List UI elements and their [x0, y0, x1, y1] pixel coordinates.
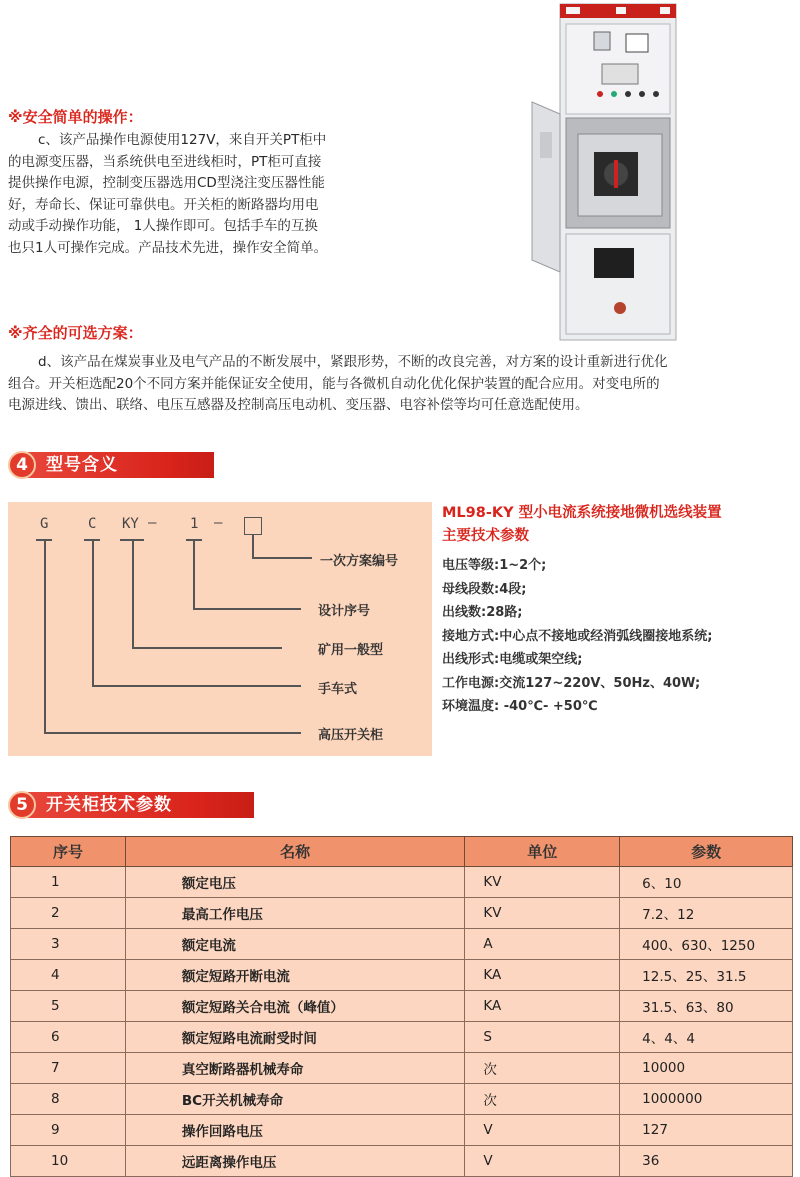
table-row: [11, 960, 793, 991]
scheme-box: [244, 517, 262, 535]
label-scheme-number: 一次方案编号: [320, 554, 399, 569]
paragraph-line: 组合。开关柜选配20个不同方案并能保证安全使用，能与各微机自动化优化保护装置的配合应用。对变电所的: [8, 375, 660, 392]
column-header: 名称: [125, 837, 465, 867]
table-cell: KA: [465, 960, 620, 991]
model-code-g: G: [40, 516, 49, 532]
table-cell: 36: [620, 1146, 793, 1177]
table-cell: 12.5、25、31.5: [620, 960, 793, 991]
paragraph-line: c、该产品操作电源使用127V，来自开关PT柜中: [38, 132, 327, 148]
table-cell: A: [465, 929, 620, 960]
table-cell: 远距离操作电压: [125, 1146, 465, 1177]
table-row: [11, 1115, 793, 1146]
table-header-row: [11, 837, 793, 867]
switchgear-parameters-table: [10, 836, 793, 1177]
section-title: 开关柜技术参数: [26, 792, 254, 818]
table-cell: 额定短路开断电流: [125, 960, 465, 991]
label-cart-type: 手车式: [318, 682, 358, 697]
table-cell: 3: [11, 929, 126, 960]
table-cell: 7.2、12: [620, 898, 793, 929]
model-dash: —: [148, 515, 157, 531]
table-cell: 次: [465, 1053, 620, 1084]
spec-item: 母线段数:4段;: [442, 581, 527, 597]
table-cell: BC开关机械寿命: [125, 1084, 465, 1115]
table-cell: 次: [465, 1084, 620, 1115]
table-cell: 1000000: [620, 1084, 793, 1115]
paragraph-line: 动或手动操作功能， 1人操作即可。包括手车的互换: [8, 218, 318, 234]
paragraph-line: 好，寿命长、保证可靠供电。开关柜的断路器均用电: [8, 196, 319, 213]
paragraph-line: 的电源变压器，当系统供电至进线柜时，PT柜可直接: [8, 153, 322, 170]
table-cell: 额定电压: [125, 867, 465, 898]
label-mine-general: 矿用一般型: [318, 643, 384, 658]
table-row: [11, 1146, 793, 1177]
table-cell: V: [465, 1146, 620, 1177]
table-cell: 4、4、4: [620, 1022, 793, 1053]
table-cell: 2: [11, 898, 126, 929]
section-title: 型号含义: [26, 452, 214, 478]
label-design-number: 设计序号: [318, 604, 371, 619]
table-row: [11, 929, 793, 960]
spec-item: 电压等级:1~2个;: [442, 558, 547, 573]
section4-header: [8, 450, 214, 480]
table-cell: 额定短路关合电流（峰值）: [125, 991, 465, 1022]
table-cell: KV: [465, 867, 620, 898]
table-cell: KA: [465, 991, 620, 1022]
spec-title: ML98-KY 型小电流系统接地微机选线装置: [442, 505, 722, 521]
model-code-c: C: [88, 516, 97, 532]
spec-item: 工作电源:交流127~220V、50Hz、40W;: [442, 675, 701, 691]
section5-header: [8, 790, 254, 820]
table-cell: 额定电流: [125, 929, 465, 960]
table-row: [11, 1022, 793, 1053]
table-row: [11, 1084, 793, 1115]
table-row: [11, 991, 793, 1022]
table-cell: S: [465, 1022, 620, 1053]
table-cell: 6: [11, 1022, 126, 1053]
table-row: [11, 1053, 793, 1084]
spec-subtitle: 主要技术参数: [442, 528, 529, 544]
model-code-ky: KY: [122, 516, 139, 532]
table-cell: 400、630、1250: [620, 929, 793, 960]
section-number-badge: 5: [8, 791, 36, 819]
table-cell: KV: [465, 898, 620, 929]
paragraph-line: d、该产品在煤炭事业及电气产品的不断发展中，紧跟形势，不断的改良完善，对方案的设计重新进行优化: [38, 354, 668, 370]
table-cell: 4: [11, 960, 126, 991]
table-cell: 7: [11, 1053, 126, 1084]
safety-paragraph: [8, 130, 428, 259]
table-cell: 127: [620, 1115, 793, 1146]
table-cell: 9: [11, 1115, 126, 1146]
paragraph-line: 提供操作电源，控制变压器选用CD型浇注变压器性能: [8, 175, 325, 191]
table-cell: 8: [11, 1084, 126, 1115]
column-header: 序号: [11, 837, 126, 867]
column-header: 参数: [620, 837, 793, 867]
model-diagram-box: [8, 502, 432, 756]
table-cell: 真空断路器机械寿命: [125, 1053, 465, 1084]
label-hv-switchgear: 高压开关柜: [318, 728, 384, 743]
paragraph-line: 也只1人可操作完成。产品技术先进，操作安全简单。: [8, 239, 328, 256]
table-cell: 31.5、63、80: [620, 991, 793, 1022]
table-cell: 10000: [620, 1053, 793, 1084]
table-row: [11, 898, 793, 929]
table-cell: 最高工作电压: [125, 898, 465, 929]
table-row: [11, 867, 793, 898]
paragraph-line: 电源进线、馈出、联络、电压互感器及控制高压电动机、变压器、电容补偿等均可任意选配使用。: [8, 397, 589, 413]
safety-section-title: ※安全简单的操作：: [8, 108, 143, 126]
spec-item: 接地方式:中心点不接地或经消弧线圈接地系统;: [442, 628, 713, 644]
table-cell: 操作回路电压: [125, 1115, 465, 1146]
options-paragraph: [8, 352, 798, 417]
table-cell: 额定短路电流耐受时间: [125, 1022, 465, 1053]
model-code-1: 1: [190, 516, 199, 532]
spec-item: 环境温度: -40℃- +50℃: [442, 699, 598, 714]
options-section-title: ※齐全的可选方案：: [8, 324, 143, 342]
table-cell: V: [465, 1115, 620, 1146]
spec-item: 出线形式:电缆或架空线;: [442, 652, 583, 667]
spec-item: 出线数:28路;: [442, 605, 523, 620]
section-number-badge: 4: [8, 451, 36, 479]
device-spec-block: [442, 502, 798, 719]
column-header: 单位: [465, 837, 620, 867]
switchgear-cabinet-image: [530, 2, 680, 342]
table-cell: 6、10: [620, 867, 793, 898]
table-cell: 10: [11, 1146, 126, 1177]
model-dash: —: [214, 515, 223, 531]
table-cell: 1: [11, 867, 126, 898]
table-cell: 5: [11, 991, 126, 1022]
